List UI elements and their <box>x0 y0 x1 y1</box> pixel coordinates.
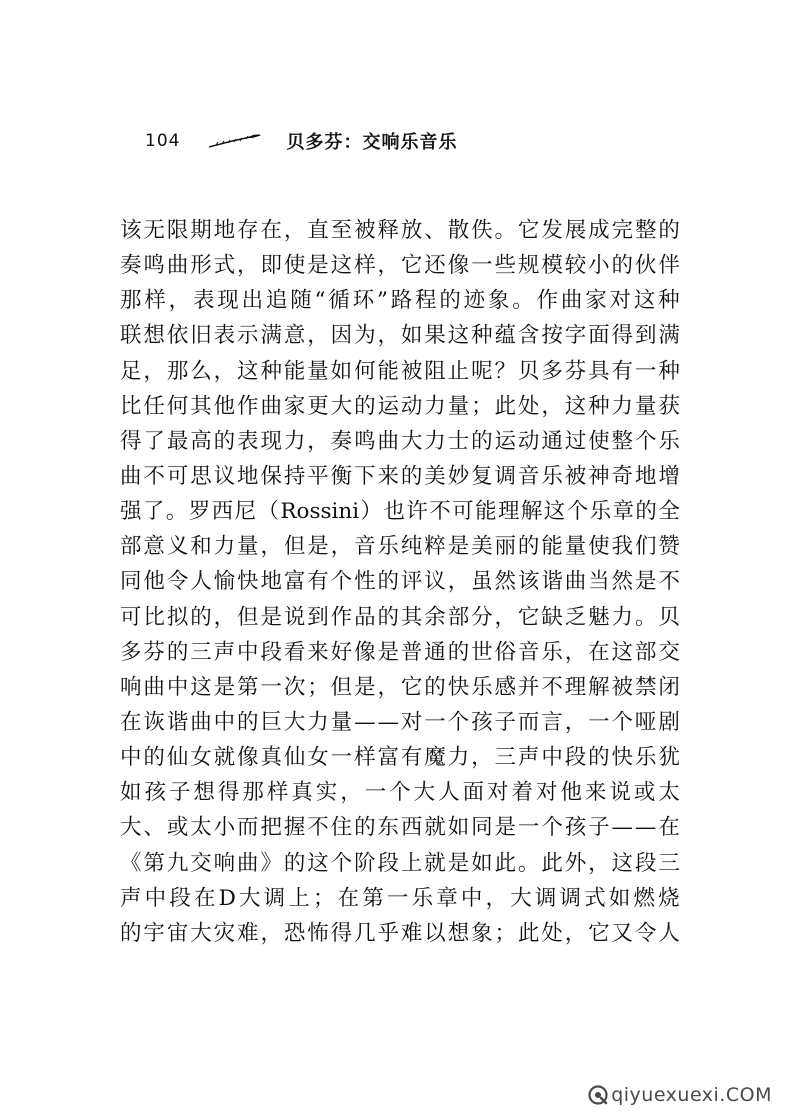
text-line: 那 样 ， 表 现 出 追 随 “ 循 环 ” 路 程 的 迹 象 。 作 曲 家 对 这 种 <box>120 288 680 314</box>
text-line: 部 意 义 和 力 量 ， 但 是 ， 音 乐 纯 粹 是 美 丽 的 能 量 使 我 们 赞 <box>120 534 680 560</box>
body-text <box>120 213 680 951</box>
text-line: 足 ， 那 么 ， 这 种 能 量 如 何 能 被 阻 止 呢 ？ 贝 多 芬 具 有 一 种 <box>120 358 680 384</box>
page-number: 104 <box>145 131 181 151</box>
text-line: 在 诙 谐 曲 中 的 巨 大 力 量 — — 对 一 个 孩 子 而 言 ， 一 个 哑 剧 <box>120 709 680 735</box>
text-line: 响 曲 中 这 是 第 一 次 ； 但 是 ， 它 的 快 乐 感 并 不 理 解 被 禁 闭 <box>120 674 680 700</box>
text-line: 强 了 。 罗 西 尼 （ Rossini ） 也 许 不 可 能 理 解 这 个 乐 章 的 全 <box>120 499 680 525</box>
text-line: 联 想 依 旧 表 示 满 意 ， 因 为 ， 如 果 这 种 蕴 含 按 字 面 得 到 满 <box>120 323 680 349</box>
watermark-text: qiyuexuexi.COM <box>611 1084 772 1106</box>
running-title: 贝多芬：交响乐音乐 <box>286 132 458 153</box>
text-line: 的 宇 宙 大 灾 难 ， 恐 怖 得 几 乎 难 以 想 象 ； 此 处 ， 它 又 令 人 <box>120 920 680 946</box>
text-line: 得 了 最 高 的 表 现 力 ， 奏 鸣 曲 大 力 士 的 运 动 通 过 使 整 个 乐 <box>120 428 680 454</box>
text-line: 可 比 拟 的 ， 但 是 说 到 作 品 的 其 余 部 分 ， 它 缺 乏 魅 力 。 贝 <box>120 604 680 630</box>
text-line: 奏 鸣 曲 形 式 ， 即 使 是 这 样 ， 它 还 像 一 些 规 模 较 小 的 伙 伴 <box>120 253 680 279</box>
text-line: 曲 不 可 思 议 地 保 持 平 衡 下 来 的 美 妙 复 调 音 乐 被 神 奇 地 增 <box>120 463 680 489</box>
text-line: 中 的 仙 女 就 像 真 仙 女 一 样 富 有 魔 力 ， 三 声 中 段 的 快 乐 犹 <box>120 745 680 771</box>
text-line: 同 他 令 人 愉 快 地 富 有 个 性 的 评 议 ， 虽 然 该 谐 曲 当 然 是 不 <box>120 569 680 595</box>
watermark <box>588 1084 772 1106</box>
text-line: 该 无 限 期 地 存 在 ， 直 至 被 释 放 、 散 佚 。 它 发 展 成 完 整 的 <box>120 218 680 243</box>
text-line: 大 、 或 太 小 而 把 握 不 住 的 东 西 就 如 同 是 一 个 孩 子 — — 在 <box>120 815 680 841</box>
ornament-icon <box>208 133 262 149</box>
text-line: 声 中 段 在 D 大 调 上 ； 在 第 一 乐 章 中 ， 大 调 调 式 如 燃 烧 <box>120 885 680 911</box>
text-line: 如 孩 子 想 得 那 样 真 实 ， 一 个 大 人 面 对 着 对 他 来 说 或 太 <box>120 780 680 806</box>
watermark-logo-icon <box>588 1085 608 1105</box>
text-line: 《 第 九 交 响 曲 》 的 这 个 阶 段 上 就 是 如 此 。 此 外 ， 这 段 三 <box>120 850 680 876</box>
text-line: 多 芬 的 三 声 中 段 看 来 好 像 是 普 通 的 世 俗 音 乐 ， 在 这 部 交 <box>120 639 680 665</box>
running-header <box>145 126 457 156</box>
text-line: 比 任 何 其 他 作 曲 家 更 大 的 运 动 力 量 ； 此 处 ， 这 种 力 量 获 <box>120 393 680 419</box>
